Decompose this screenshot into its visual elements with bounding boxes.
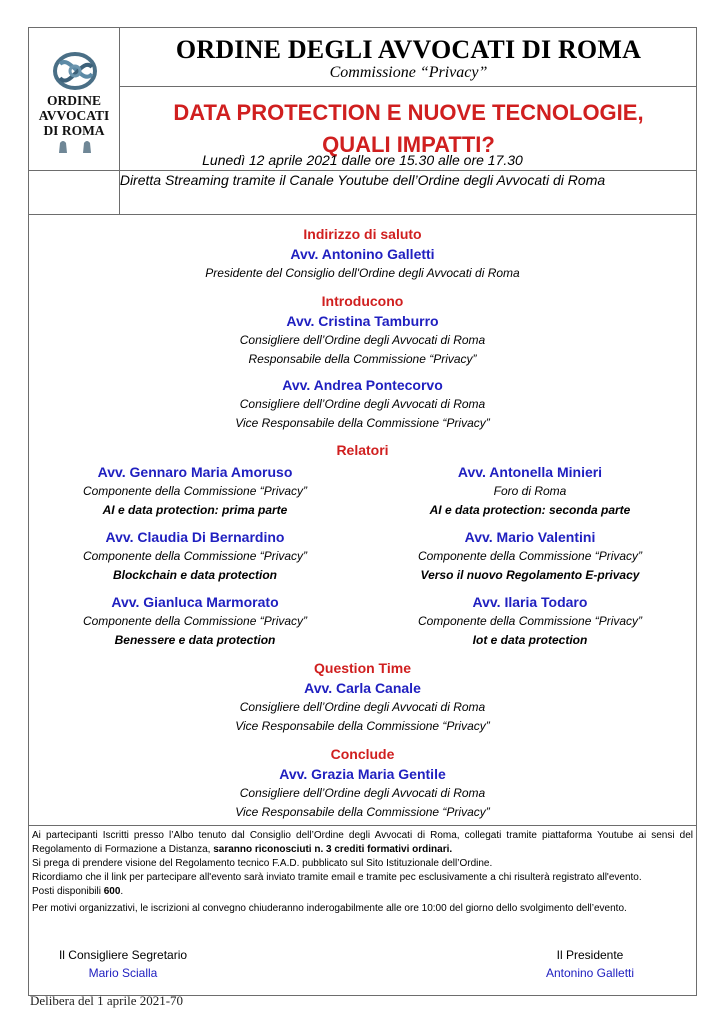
speaker-role: Componente della Commissione “Privacy”	[417, 614, 643, 628]
speaker-role: Componente della Commissione “Privacy”	[82, 549, 308, 563]
speaker-block	[363, 592, 697, 650]
speaker-role: Consigliere dell’Ordine degli Avvocati di Roma	[239, 397, 486, 411]
speaker-name: Avv. Mario Valentini	[464, 529, 596, 545]
knot-emblem-icon	[52, 50, 98, 92]
note-text: .	[120, 886, 124, 897]
signature-name: Antonino Galletti	[545, 966, 635, 980]
signature-title: Il Consigliere Segretario	[58, 948, 188, 962]
speaker-name: Avv. Antonella Minieri	[457, 464, 603, 480]
speaker-role: Vice Responsabile della Commissione “Privacy”	[235, 719, 490, 733]
speaker-role: Consigliere dell’Ordine degli Avvocati di Roma	[239, 700, 486, 714]
note-credits	[32, 829, 693, 857]
logo-text	[28, 93, 120, 138]
event-date: Lunedì 12 aprile 2021 dalle ore 15.30 alle ore 17.30	[202, 152, 523, 168]
intro-section	[28, 291, 697, 433]
topic-cell	[120, 87, 697, 157]
event-datetime	[28, 150, 697, 190]
note-text: Si prega di prendere visione del Regolamento tecnico F.A.D. pubblicato sul Sito Istituzionale dell’Ordine.	[32, 858, 493, 869]
speaker-name: Avv. Carla Canale	[304, 680, 421, 696]
speaker-role: Consigliere dell’Ordine degli Avvocati di Roma	[239, 786, 486, 800]
speaker-role: Vice Responsabile della Commissione “Privacy”	[235, 416, 490, 430]
question-time-section	[28, 658, 697, 736]
talk-title: AI e data protection: prima parte	[102, 503, 288, 517]
section-heading: Question Time	[314, 660, 411, 676]
org-title: ORDINE DEGLI AVVOCATI DI ROMA	[175, 35, 642, 64]
divider	[28, 214, 697, 215]
signature-title: Il Presidente	[556, 948, 624, 962]
section-heading: Indirizzo di saluto	[303, 226, 422, 242]
speaker-role: Vice Responsabile della Commissione “Privacy”	[235, 805, 490, 819]
speaker-role: Componente della Commissione “Privacy”	[82, 614, 308, 628]
speaker-name: Avv. Grazia Maria Gentile	[279, 766, 446, 782]
note-text: Posti disponibili	[32, 886, 104, 897]
talk-title: Verso il nuovo Regolamento E-privacy	[420, 568, 640, 582]
speakers-heading-row	[28, 440, 697, 460]
notes-section	[28, 825, 697, 916]
logo-text-line: DI ROMA	[43, 123, 105, 138]
deliberation-reference: Delibera del 1 aprile 2021-70	[30, 993, 184, 1008]
speaker-name: Avv. Gennaro Maria Amoruso	[97, 464, 293, 480]
event-stream: Diretta Streaming tramite il Canale Youtube dell’Ordine degli Avvocati di Roma	[119, 172, 606, 188]
talk-title: AI e data protection: seconda parte	[429, 503, 631, 517]
logo-text-line: AVVOCATI	[38, 108, 110, 123]
speaker-role: Foro di Roma	[493, 484, 567, 498]
signature-name: Mario Scialla	[88, 966, 158, 980]
speaker-role: Componente della Commissione “Privacy”	[417, 549, 643, 563]
speaker-block	[28, 462, 362, 520]
speaker-role: Consigliere dell’Ordine degli Avvocati di Roma	[239, 333, 486, 347]
speaker-name: Avv. Claudia Di Bernardino	[105, 529, 285, 545]
note-text: Ai partecipanti Iscritti presso l’Albo tenuto dal Consiglio dell’Ordine degli Avvocati di Roma, collegati tramite piattaforma Youtube ai sensi del Regolamento di Formazione a Distanza,	[32, 830, 693, 855]
talk-title: Iot e data protection	[472, 633, 588, 647]
speaker-name: Avv. Andrea Pontecorvo	[282, 377, 443, 393]
signature-president	[515, 946, 665, 982]
section-heading: Introducono	[321, 293, 404, 309]
note-seats	[32, 885, 693, 899]
seats-count: 600	[103, 886, 121, 897]
note-text: Per motivi organizzativi, le iscrizioni al convegno chiuderanno inderogabilmente alle ore 10:00 del giorno dello svolgimento dell’evento.	[32, 903, 627, 914]
section-heading: Relatori	[336, 442, 389, 458]
speaker-block	[28, 592, 362, 650]
note-text: Ricordiamo che il link per partecipare all'evento sarà inviato tramite email e tramite pec esclusivamente a chi risulterà registrato all'evento.	[32, 872, 642, 883]
talk-title: Blockchain e data protection	[112, 568, 278, 582]
speaker-role: Componente della Commissione “Privacy”	[82, 484, 308, 498]
speaker-block	[363, 462, 697, 520]
closing-section	[28, 744, 697, 822]
speaker-name: Avv. Antonino Galletti	[290, 246, 435, 262]
speaker-name: Avv. Cristina Tamburro	[286, 313, 439, 329]
note-credits-bold: saranno riconosciuti n. 3 crediti formativi ordinari.	[213, 844, 453, 855]
welcome-section	[28, 224, 697, 283]
talk-title: Benessere e data protection	[114, 633, 276, 647]
topic-line: QUALI IMPATTI?	[322, 132, 495, 157]
speaker-name: Avv. Gianluca Marmorato	[111, 594, 279, 610]
topic-line: DATA PROTECTION E NUOVE TECNOLOGIE,	[173, 100, 644, 125]
speaker-name: Avv. Ilaria Todaro	[472, 594, 588, 610]
org-subtitle: Commissione “Privacy”	[329, 64, 488, 81]
speaker-block	[363, 527, 697, 585]
section-heading: Conclude	[330, 746, 395, 762]
title-cell	[120, 27, 697, 87]
speaker-role: Responsabile della Commissione “Privacy”	[248, 352, 477, 366]
speaker-role: Presidente del Consiglio dell'Ordine degli Avvocati di Roma	[205, 266, 520, 280]
signature-secretary	[48, 946, 198, 982]
speaker-block	[28, 527, 362, 585]
logo-text-line: ORDINE	[46, 93, 101, 108]
